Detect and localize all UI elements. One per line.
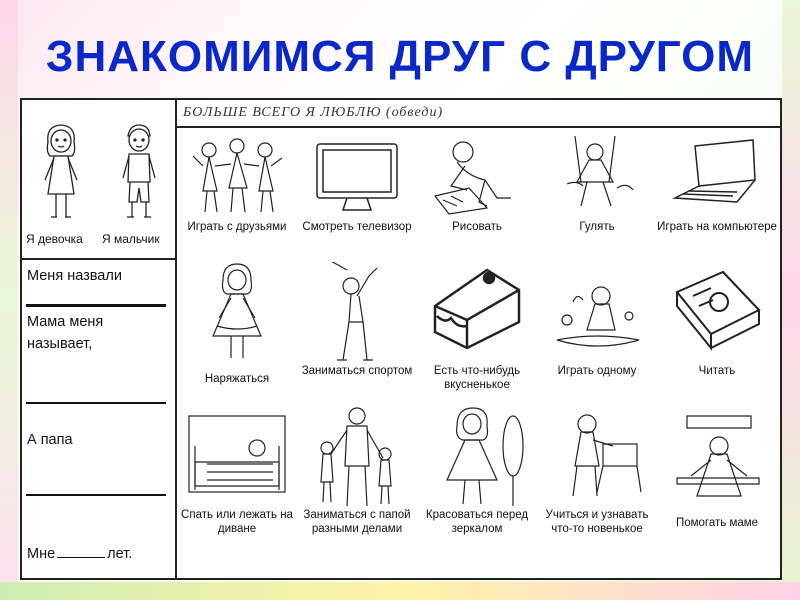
activity-label: Спать или лежать на диване [181, 509, 293, 535]
dad-label: А папа [27, 432, 73, 448]
page-title: ЗНАКОМИМСЯ ДРУГ С ДРУГОМ [45, 32, 755, 81]
dad-answer-line[interactable] [26, 494, 166, 496]
age-answer-blank[interactable] [57, 557, 105, 558]
activity-label: Есть что-нибудь вкусненькое [433, 365, 521, 391]
tv-icon [307, 136, 407, 218]
age-suffix: лет. [107, 546, 133, 562]
worksheet [20, 98, 782, 580]
friends-playing-icon [187, 136, 287, 218]
activities-area [177, 100, 780, 578]
activity-label: Гулять [579, 221, 615, 233]
father-kids-icon [307, 406, 407, 512]
girl-icon[interactable] [36, 122, 86, 227]
activity-label: Рисовать [452, 221, 502, 233]
dressed-girl-icon [187, 262, 287, 366]
swing-icon [547, 136, 647, 218]
mirror-girl-icon [427, 406, 527, 510]
playing-alone-icon [547, 262, 647, 362]
activities-header-bar [177, 100, 780, 128]
gender-choice-area [22, 100, 175, 260]
activity-label: Читать [698, 365, 736, 377]
activity-label: Играть на компьютере [657, 221, 777, 233]
mom-label-line-2: называет, [27, 336, 93, 352]
book-icon [667, 262, 767, 362]
mom-label-line-1: Мама меня [27, 314, 104, 330]
activity-label: Играть одному [557, 365, 637, 377]
named-answer-line[interactable] [26, 304, 166, 307]
age-line [27, 546, 132, 562]
girl-label: Я девочка [26, 232, 83, 246]
background-left-stripe [0, 0, 18, 600]
activity-label: Играть с друзьями [187, 221, 287, 233]
activity-label: Смотреть телевизор [302, 221, 412, 233]
left-panel [22, 100, 177, 578]
studying-icon [547, 406, 647, 510]
sleeping-icon [187, 406, 287, 508]
activity-label: Учиться и узнавать что-то новенькое [545, 509, 649, 535]
drawing-child-icon [427, 136, 527, 218]
age-prefix: Мне [27, 546, 56, 562]
activities-header: БОЛЬШЕ ВСЕГО Я ЛЮБЛЮ (обведи) [183, 105, 444, 120]
named-label: Меня назвали [27, 268, 122, 284]
activity-label: Красоваться перед зеркалом [425, 509, 529, 535]
activity-label: Заниматься спортом [301, 365, 413, 377]
laptop-icon [667, 136, 767, 218]
boy-icon[interactable] [114, 122, 164, 227]
mom-answer-line[interactable] [26, 402, 166, 404]
background-bottom-stripe [0, 582, 800, 600]
boy-label: Я мальчик [102, 232, 160, 246]
exercise-icon [307, 262, 407, 366]
cake-icon [427, 262, 527, 362]
activity-label: Помогать маме [675, 517, 759, 529]
activity-label: Наряжаться [204, 373, 270, 385]
helping-mom-icon [667, 406, 767, 512]
background-right-stripe [782, 0, 800, 600]
activity-label: Заниматься с папой разными делами [303, 509, 411, 535]
